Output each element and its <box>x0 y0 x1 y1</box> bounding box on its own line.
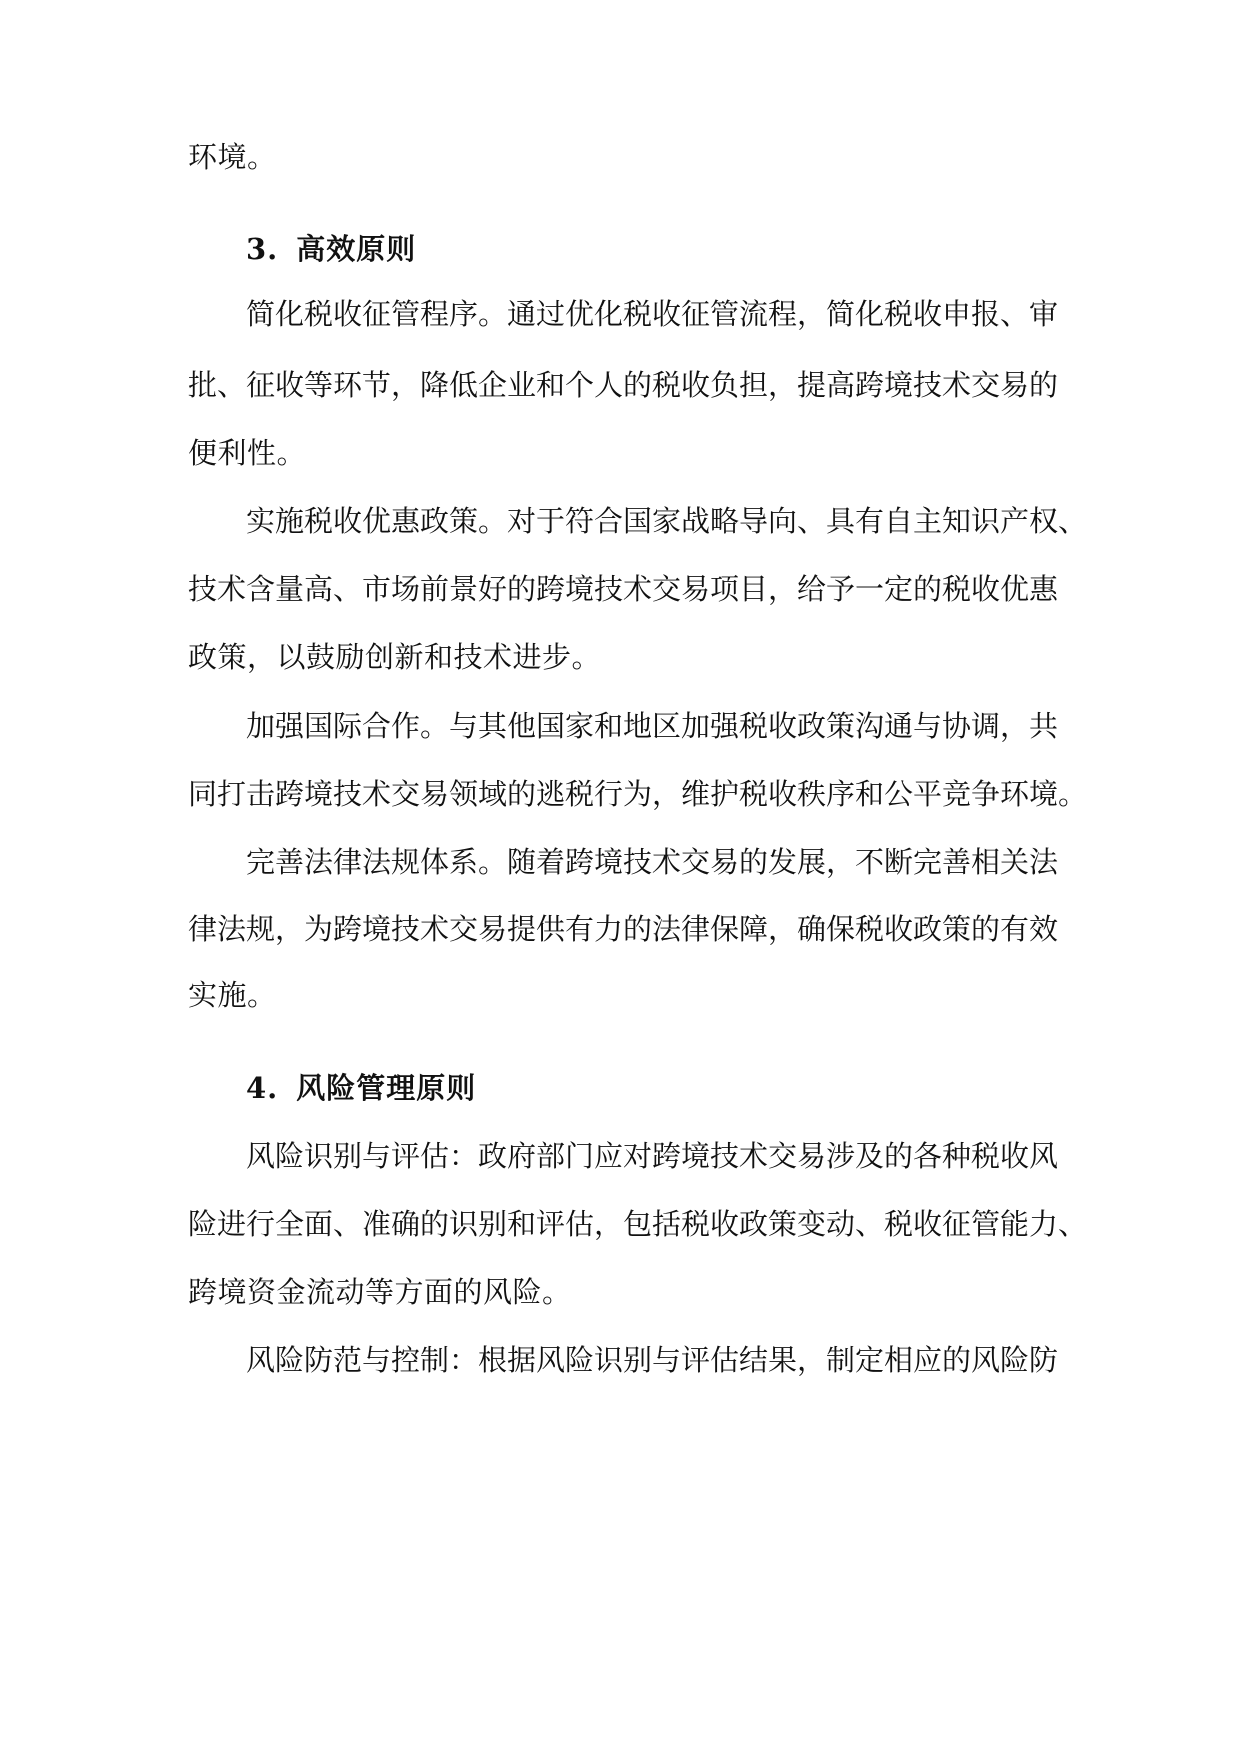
paragraph-line: 完善法律法规体系。随着跨境技术交易的发展，不断完善相关法 <box>246 845 1059 879</box>
paragraph-line: 技术含量高、市场前景好的跨境技术交易项目，给予一定的税收优惠 <box>188 572 1059 606</box>
paragraph-line: 批、征收等环节，降低企业和个人的税收负担，提高跨境技术交易的 <box>188 368 1059 402</box>
paragraph-line: 政策，以鼓励创新和技术进步。 <box>188 640 602 674</box>
paragraph-line: 便利性。 <box>188 436 307 470</box>
paragraph-line: 风险识别与评估：政府部门应对跨境技术交易涉及的各种税收风 <box>246 1139 1059 1173</box>
section-title: 风险管理原则 <box>296 1071 477 1105</box>
section-title: 高效原则 <box>296 232 417 266</box>
paragraph-line: 律法规，为跨境技术交易提供有力的法律保障，确保税收政策的有效 <box>188 912 1059 946</box>
paragraph-line: 实施税收优惠政策。对于符合国家战略导向、具有自主知识产权、 <box>246 504 1088 538</box>
section-heading-3 <box>246 229 416 269</box>
paragraph-line: 环境。 <box>188 140 277 174</box>
paragraph-line: 险进行全面、准确的识别和评估，包括税收政策变动、税收征管能力、 <box>188 1207 1088 1241</box>
paragraph-line: 加强国际合作。与其他国家和地区加强税收政策沟通与协调，共 <box>246 709 1059 743</box>
section-heading-4 <box>246 1068 476 1108</box>
paragraph-line: 跨境资金流动等方面的风险。 <box>188 1275 572 1309</box>
section-number: 3. <box>246 232 279 266</box>
section-number: 4. <box>246 1071 279 1105</box>
paragraph-line: 实施。 <box>188 978 277 1012</box>
paragraph-line: 简化税收征管程序。通过优化税收征管流程，简化税收申报、审 <box>246 297 1059 331</box>
paragraph-line: 同打击跨境技术交易领域的逃税行为，维护税收秩序和公平竞争环境。 <box>188 777 1088 811</box>
paragraph-line: 风险防范与控制：根据风险识别与评估结果，制定相应的风险防 <box>246 1343 1059 1377</box>
